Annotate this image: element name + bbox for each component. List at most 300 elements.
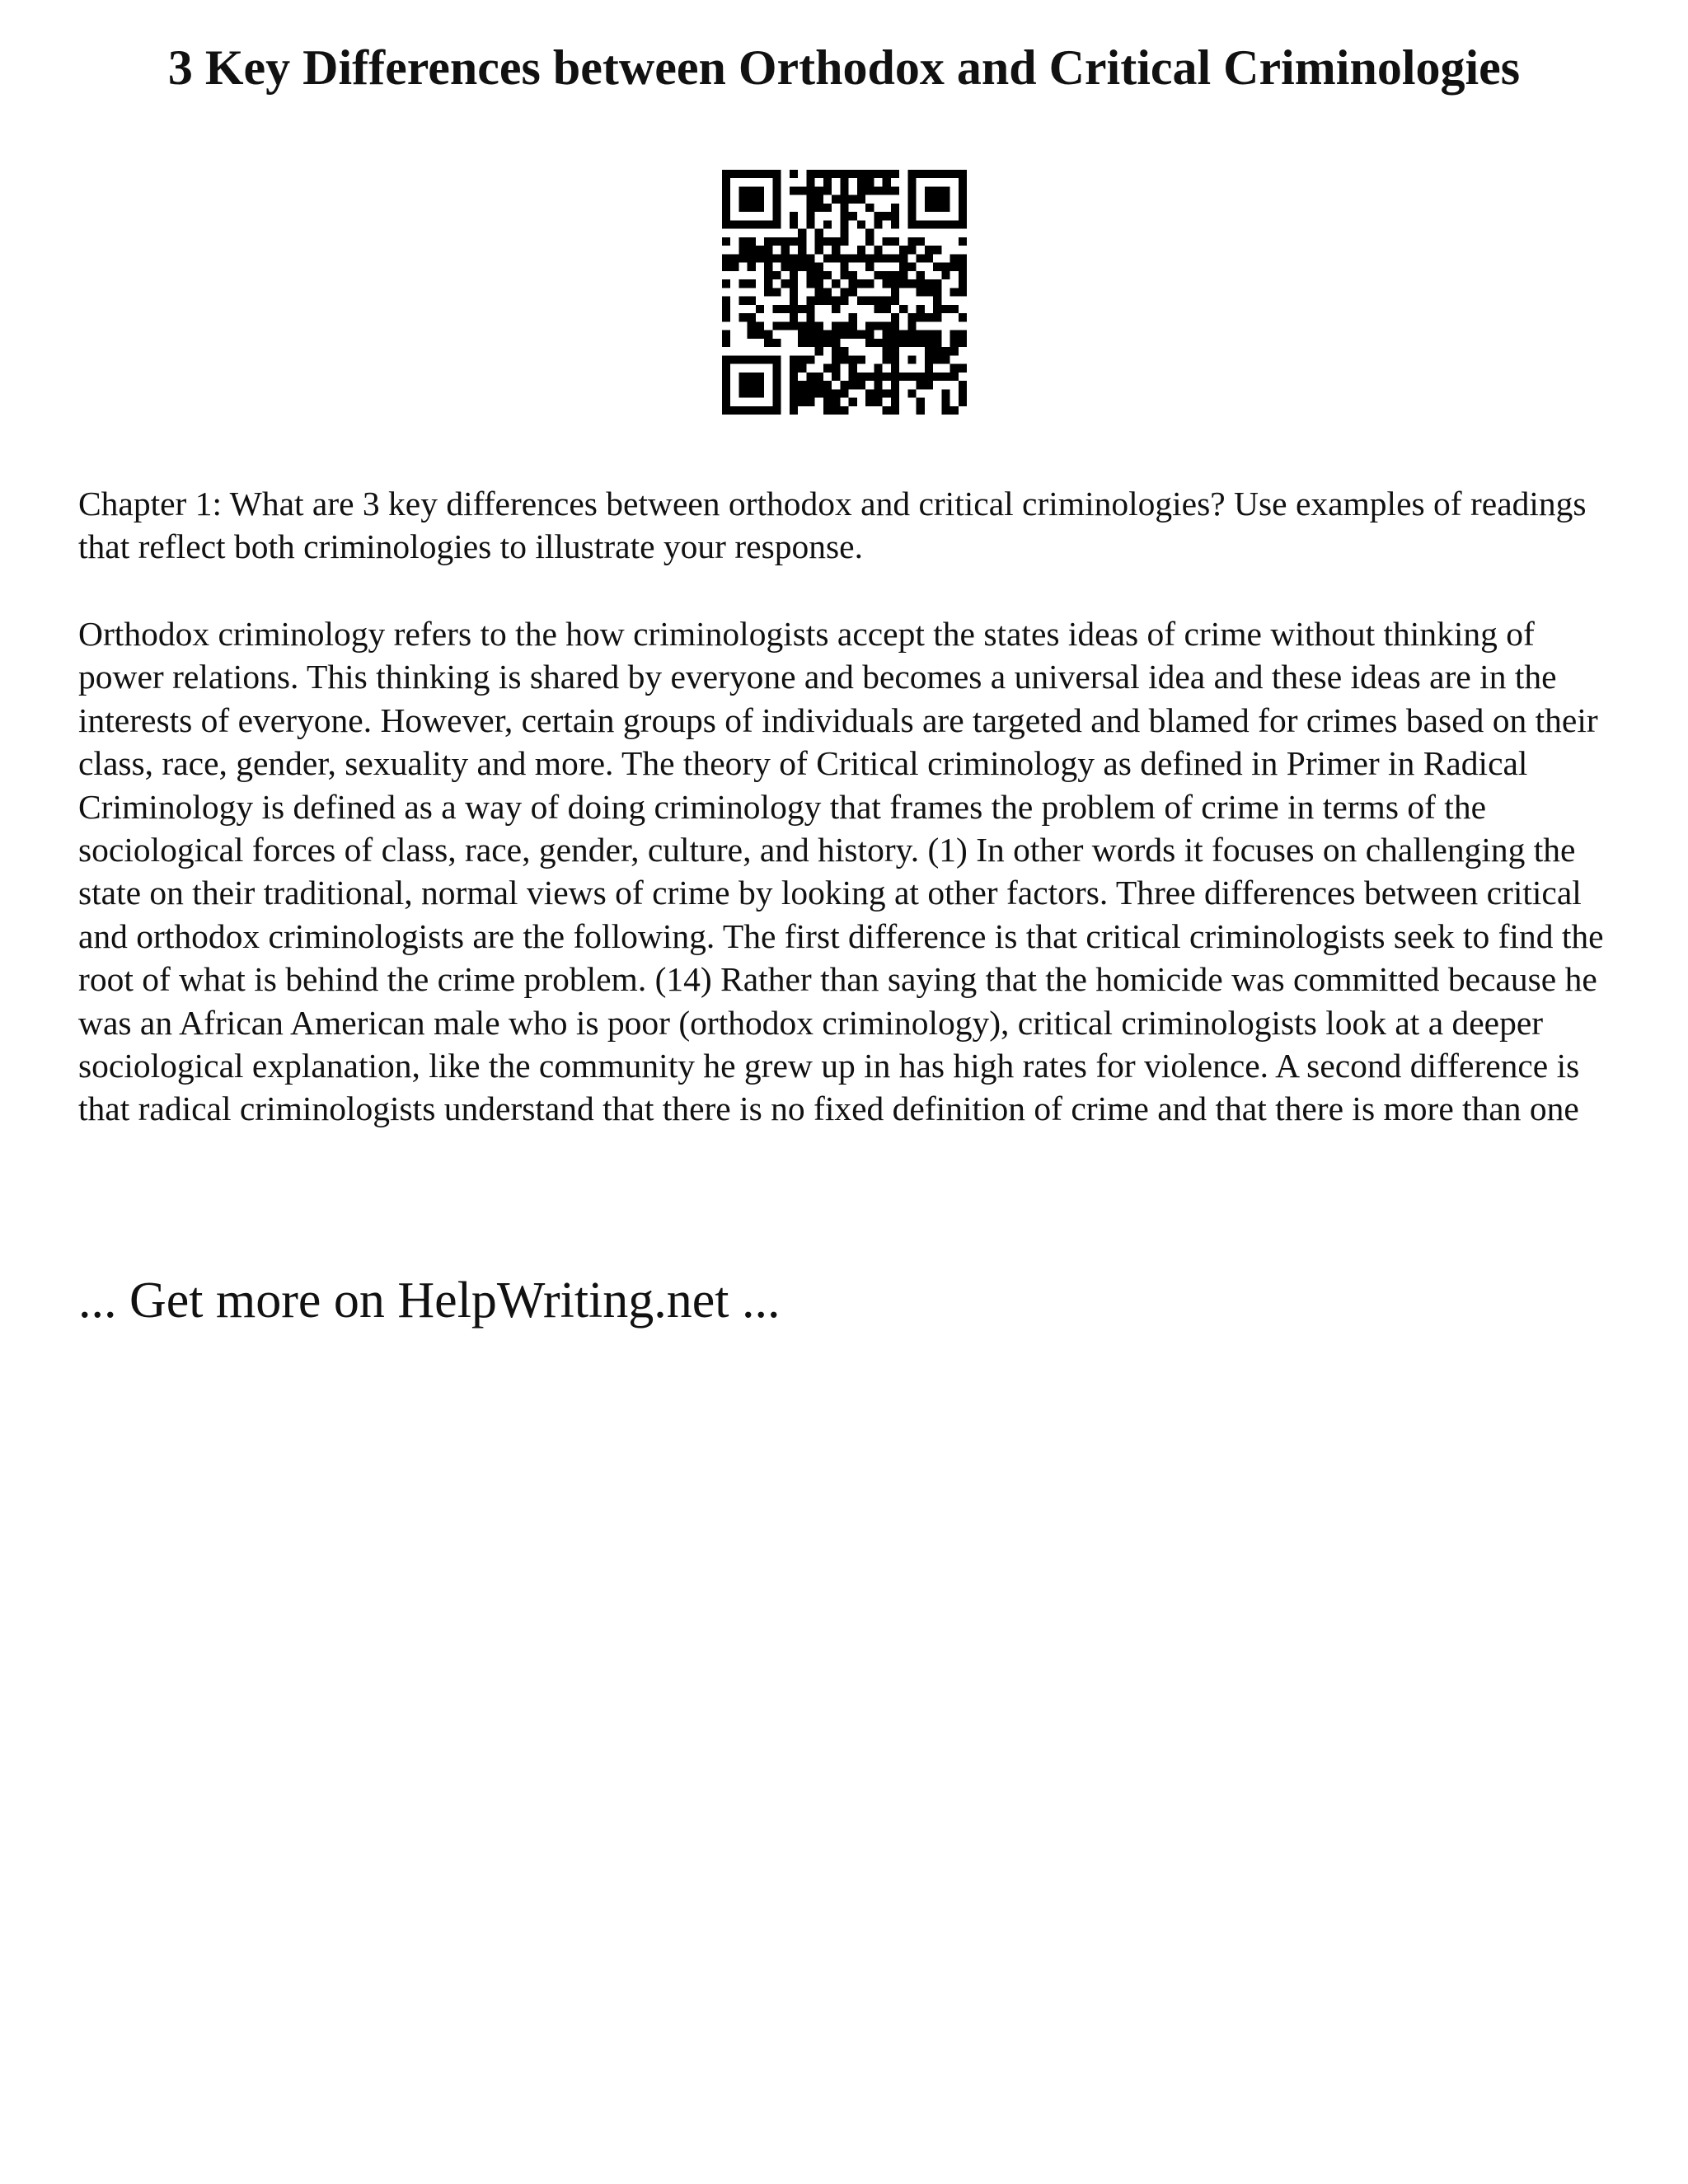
qr-module — [815, 229, 823, 237]
qr-module — [933, 288, 941, 296]
qr-module — [917, 381, 925, 389]
qr-module — [738, 297, 747, 305]
qr-module — [874, 398, 882, 406]
qr-module — [925, 313, 933, 321]
qr-module — [840, 237, 848, 246]
qr-module — [849, 364, 857, 373]
qr-module — [874, 305, 882, 313]
qr-module — [764, 220, 772, 228]
qr-module — [722, 389, 730, 397]
qr-module — [925, 373, 933, 381]
qr-module — [748, 406, 756, 415]
qr-module — [730, 263, 738, 271]
qr-module — [823, 297, 832, 305]
qr-module — [874, 321, 882, 330]
qr-module — [748, 254, 756, 262]
qr-module — [790, 406, 798, 415]
qr-module — [933, 297, 941, 305]
qr-module — [806, 355, 814, 363]
qr-module — [840, 186, 848, 194]
qr-module — [806, 330, 814, 339]
qr-module — [840, 212, 848, 220]
qr-module — [738, 237, 747, 246]
qr-module — [883, 389, 891, 397]
qr-module — [950, 305, 959, 313]
qr-module — [933, 204, 941, 212]
qr-module — [899, 330, 907, 339]
qr-module — [907, 237, 916, 246]
qr-module — [722, 355, 730, 363]
qr-module — [832, 246, 840, 254]
qr-module — [815, 347, 823, 355]
qr-module — [883, 279, 891, 288]
qr-module — [764, 246, 772, 254]
qr-module — [941, 389, 950, 397]
qr-module — [891, 398, 899, 406]
qr-module — [738, 313, 747, 321]
qr-module — [815, 389, 823, 397]
qr-module — [722, 297, 730, 305]
qr-module — [925, 347, 933, 355]
qr-module — [865, 186, 874, 194]
qr-module — [722, 212, 730, 220]
qr-module — [907, 313, 916, 321]
qr-module — [722, 373, 730, 381]
qr-module — [925, 246, 933, 254]
qr-module — [941, 305, 950, 313]
qr-module — [748, 279, 756, 288]
qr-module — [891, 347, 899, 355]
qr-module — [781, 305, 790, 313]
qr-module — [748, 355, 756, 363]
qr-module — [832, 195, 840, 204]
qr-module — [891, 271, 899, 279]
qr-module — [823, 170, 832, 178]
qr-module — [823, 288, 832, 296]
qr-module — [815, 373, 823, 381]
qr-module — [815, 279, 823, 288]
qr-module — [764, 406, 772, 415]
qr-module — [738, 373, 747, 381]
qr-module — [823, 178, 832, 186]
qr-module — [883, 406, 891, 415]
qr-module — [917, 313, 925, 321]
qr-module — [899, 271, 907, 279]
document-title: 3 Key Differences between Orthodox and Critical Criminologies — [167, 40, 1521, 95]
qr-module — [941, 355, 950, 363]
qr-module — [790, 313, 798, 321]
qr-module — [925, 339, 933, 347]
qr-module — [891, 339, 899, 347]
qr-module — [874, 271, 882, 279]
qr-module — [806, 271, 814, 279]
qr-module — [933, 330, 941, 339]
qr-module — [756, 330, 764, 339]
essay-body: Orthodox criminology refers to the how criminologists accept the states ideas of crime without thinking of power relations. This thinking is shared by everyone and becomes a universal idea and these ideas are in the interests of everyone. However, certain groups of individuals are targeted and blamed for crimes based on their class, race, gender, sexuality and more. The theory of Critical criminology as defined in Primer in Radical Criminology is defined as a way of doing criminology that frames the problem of crime in terms of the sociological forces of class, race, gender, culture, and history. (1) In other words it focuses on challenging the state on their traditional, normal views of crime by looking at other factors. Three differences between critical and orthodox criminologists are the following. The first difference is that critical criminologists seek to find the root of what is behind the crime problem. (14) Rather than saying that the homicide was committed because he was an African American male who is poor (orthodox criminology), critical criminologists look at a deeper sociological explanation, like the community he grew up in has high rates for violence. A second difference is that radical criminologists understand that there is no fixed definition of crime and that there is more than one — [78, 615, 1604, 1128]
qr-module — [959, 381, 967, 389]
qr-module — [738, 246, 747, 254]
qr-module — [748, 220, 756, 228]
qr-module — [798, 237, 806, 246]
qr-module — [806, 389, 814, 397]
qr-module — [772, 406, 781, 415]
qr-module — [941, 195, 950, 204]
qr-module — [959, 364, 967, 373]
qr-module — [764, 355, 772, 363]
qr-module — [798, 263, 806, 271]
qr-module — [891, 297, 899, 305]
qr-module — [823, 254, 832, 262]
qr-module — [883, 321, 891, 330]
qr-module — [806, 220, 814, 228]
qr-module — [756, 321, 764, 330]
qr-module — [823, 186, 832, 194]
qr-module — [849, 279, 857, 288]
qr-module — [959, 313, 967, 321]
qr-module — [764, 254, 772, 262]
qr-module — [917, 339, 925, 347]
qr-module — [772, 381, 781, 389]
qr-module — [865, 330, 874, 339]
qr-module — [781, 263, 790, 271]
qr-module — [925, 288, 933, 296]
qr-module — [857, 373, 865, 381]
qr-module — [933, 186, 941, 194]
qr-module — [772, 288, 781, 296]
qr-module — [722, 220, 730, 228]
qr-module — [917, 398, 925, 406]
qr-module — [874, 339, 882, 347]
qr-module — [959, 398, 967, 406]
qr-module — [840, 381, 848, 389]
qr-module — [925, 186, 933, 194]
qr-module — [883, 373, 891, 381]
qr-module — [823, 237, 832, 246]
qr-module — [883, 170, 891, 178]
qr-module — [925, 220, 933, 228]
qr-module — [865, 204, 874, 212]
qr-module — [815, 321, 823, 330]
qr-module — [756, 373, 764, 381]
qr-module — [823, 330, 832, 339]
qr-module — [730, 170, 738, 178]
qr-module — [823, 339, 832, 347]
qr-module — [933, 195, 941, 204]
qr-module — [891, 381, 899, 389]
qr-module — [941, 406, 950, 415]
qr-module — [840, 195, 848, 204]
qr-module — [959, 288, 967, 296]
qr-module — [772, 389, 781, 397]
qr-module — [891, 186, 899, 194]
qr-module — [772, 364, 781, 373]
qr-module — [883, 305, 891, 313]
qr-module — [874, 373, 882, 381]
qr-module — [798, 364, 806, 373]
qr-module — [849, 271, 857, 279]
qr-module — [730, 220, 738, 228]
qr-module — [832, 355, 840, 363]
qr-module — [823, 398, 832, 406]
qr-module — [772, 271, 781, 279]
get-more-link[interactable]: ... Get more on HelpWriting.net ... — [78, 1272, 781, 1329]
qr-module — [849, 381, 857, 389]
qr-module — [798, 389, 806, 397]
qr-module — [840, 330, 848, 339]
qr-module — [883, 254, 891, 262]
qr-module — [832, 364, 840, 373]
qr-module — [823, 271, 832, 279]
qr-module — [756, 170, 764, 178]
qr-module — [806, 305, 814, 313]
qr-module — [925, 254, 933, 262]
qr-module — [950, 254, 959, 262]
qr-module — [959, 389, 967, 397]
qr-module — [832, 321, 840, 330]
qr-module — [849, 398, 857, 406]
qr-module — [798, 398, 806, 406]
qr-module — [891, 254, 899, 262]
qr-module — [806, 398, 814, 406]
qr-module — [840, 355, 848, 363]
qr-module — [874, 246, 882, 254]
qr-module — [907, 330, 916, 339]
qr-module — [790, 237, 798, 246]
qr-module — [748, 381, 756, 389]
qr-module — [772, 212, 781, 220]
qr-module — [722, 237, 730, 246]
qr-module — [798, 229, 806, 237]
qr-module — [849, 313, 857, 321]
qr-module — [933, 355, 941, 363]
qr-module — [815, 263, 823, 271]
qr-module — [899, 263, 907, 271]
qr-module — [772, 186, 781, 194]
qr-module — [772, 373, 781, 381]
qr-module — [899, 373, 907, 381]
qr-module — [772, 321, 781, 330]
qr-module — [806, 204, 814, 212]
qr-module — [832, 347, 840, 355]
qr-module — [756, 355, 764, 363]
qr-module — [815, 297, 823, 305]
qr-module — [883, 339, 891, 347]
qr-module — [790, 263, 798, 271]
qr-module — [764, 288, 772, 296]
qr-module — [748, 170, 756, 178]
qr-module — [907, 220, 916, 228]
qr-module — [790, 297, 798, 305]
qr-module — [806, 254, 814, 262]
qr-module — [959, 330, 967, 339]
qr-module — [959, 212, 967, 220]
qr-module — [798, 246, 806, 254]
qr-module — [865, 389, 874, 397]
qr-module — [840, 254, 848, 262]
qr-module — [722, 381, 730, 389]
qr-module — [891, 389, 899, 397]
qr-module — [925, 364, 933, 373]
qr-module — [823, 389, 832, 397]
qr-module — [806, 279, 814, 288]
qr-module — [959, 204, 967, 212]
qr-module — [748, 186, 756, 194]
qr-module — [730, 254, 738, 262]
qr-module — [790, 373, 798, 381]
qr-module — [790, 186, 798, 194]
qr-module — [764, 279, 772, 288]
qr-module — [772, 195, 781, 204]
qr-module — [925, 195, 933, 204]
qr-module — [781, 321, 790, 330]
qr-module — [790, 389, 798, 397]
qr-module — [756, 186, 764, 194]
qr-module — [959, 170, 967, 178]
qr-code-icon — [722, 170, 967, 415]
qr-module — [933, 279, 941, 288]
qr-module — [772, 305, 781, 313]
qr-module — [907, 186, 916, 194]
qr-module — [925, 381, 933, 389]
qr-module — [832, 237, 840, 246]
qr-module — [849, 195, 857, 204]
qr-module — [933, 347, 941, 355]
qr-module — [899, 246, 907, 254]
qr-module — [891, 237, 899, 246]
qr-module — [950, 220, 959, 228]
qr-module — [781, 237, 790, 246]
qr-module — [806, 339, 814, 347]
qr-module — [772, 398, 781, 406]
qr-module — [959, 195, 967, 204]
qr-module — [772, 254, 781, 262]
qr-module — [933, 339, 941, 347]
qr-module — [917, 279, 925, 288]
qr-module — [857, 178, 865, 186]
qr-module — [756, 220, 764, 228]
qr-module — [790, 321, 798, 330]
qr-module — [840, 347, 848, 355]
qr-module — [883, 347, 891, 355]
qr-module — [941, 220, 950, 228]
qr-module — [907, 170, 916, 178]
qr-module — [857, 297, 865, 305]
qr-module — [865, 237, 874, 246]
qr-module — [798, 254, 806, 262]
qr-module — [840, 389, 848, 397]
qr-module — [832, 254, 840, 262]
qr-module — [815, 246, 823, 254]
qr-module — [874, 389, 882, 397]
qr-module — [917, 254, 925, 262]
qr-module — [738, 254, 747, 262]
qr-module — [917, 406, 925, 415]
qr-module — [748, 297, 756, 305]
qr-module — [891, 212, 899, 220]
qr-module — [790, 288, 798, 296]
qr-module — [899, 305, 907, 313]
qr-module — [874, 297, 882, 305]
qr-module — [823, 204, 832, 212]
qr-module — [950, 347, 959, 355]
qr-module — [959, 178, 967, 186]
qr-module — [891, 321, 899, 330]
qr-module — [917, 237, 925, 246]
qr-module — [941, 271, 950, 279]
qr-module — [738, 220, 747, 228]
qr-module — [772, 355, 781, 363]
qr-module — [899, 339, 907, 347]
qr-module — [748, 373, 756, 381]
qr-module — [722, 263, 730, 271]
qr-module — [764, 339, 772, 347]
qr-module — [874, 254, 882, 262]
qr-module — [756, 406, 764, 415]
qr-module — [823, 406, 832, 415]
qr-module — [806, 297, 814, 305]
qr-module — [764, 271, 772, 279]
qr-module — [832, 305, 840, 313]
qr-module — [840, 178, 848, 186]
qr-module — [722, 305, 730, 313]
qr-module — [790, 398, 798, 406]
qr-module — [772, 220, 781, 228]
qr-module — [722, 195, 730, 204]
chapter-prompt: Chapter 1: What are 3 key differences between orthodox and critical criminologies? Use examples of readings that reflect both criminologies to illustrate your response. — [78, 485, 1587, 566]
qr-module — [832, 339, 840, 347]
qr-module — [738, 381, 747, 389]
qr-module — [756, 389, 764, 397]
qr-module — [959, 237, 967, 246]
qr-module — [865, 178, 874, 186]
qr-module — [790, 364, 798, 373]
qr-module — [840, 406, 848, 415]
qr-module — [815, 330, 823, 339]
qr-module — [883, 271, 891, 279]
qr-module — [849, 373, 857, 381]
qr-module — [907, 178, 916, 186]
qr-code — [722, 170, 967, 415]
qr-module — [722, 313, 730, 321]
qr-module — [865, 229, 874, 237]
qr-module — [738, 279, 747, 288]
qr-module — [722, 364, 730, 373]
qr-module — [798, 381, 806, 389]
qr-module — [891, 220, 899, 228]
qr-module — [849, 330, 857, 339]
qr-module — [815, 237, 823, 246]
qr-module — [840, 204, 848, 212]
qr-module — [790, 271, 798, 279]
qr-module — [933, 220, 941, 228]
qr-module — [738, 204, 747, 212]
qr-module — [959, 186, 967, 194]
qr-module — [748, 321, 756, 330]
qr-module — [874, 186, 882, 194]
qr-module — [722, 178, 730, 186]
qr-module — [748, 237, 756, 246]
qr-module — [941, 347, 950, 355]
qr-module — [748, 195, 756, 204]
qr-module — [941, 263, 950, 271]
qr-module — [865, 321, 874, 330]
qr-module — [790, 381, 798, 389]
qr-module — [857, 186, 865, 194]
qr-module — [899, 279, 907, 288]
qr-module — [772, 178, 781, 186]
qr-module — [865, 170, 874, 178]
qr-module — [815, 204, 823, 212]
